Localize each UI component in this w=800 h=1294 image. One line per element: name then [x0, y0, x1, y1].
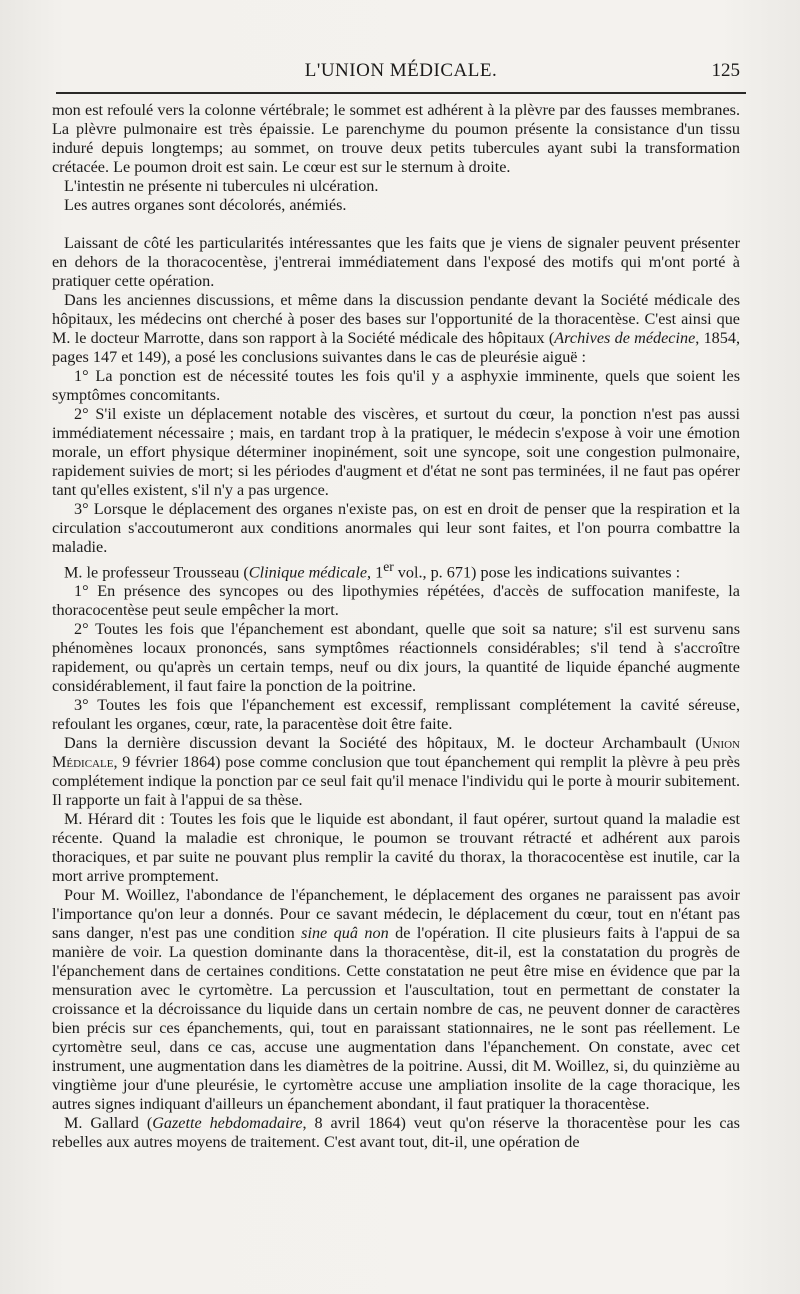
- list-item: 3° Toutes les fois que l'épanchement est excessif, remplissant complétement la cavité séreuse, refoulant les organes, cœur, rate, la paracentèse doit être faite.: [52, 696, 740, 734]
- page-number: 125: [711, 60, 740, 81]
- paragraph: L'intestin ne présente ni tubercules ni ulcération.: [64, 177, 379, 195]
- list-item: 1° La ponction est de nécessité toutes les fois qu'il y a asphyxie imminente, quels que soient les symptômes concomitants.: [52, 367, 740, 404]
- list-item: 3° Lorsque le déplacement des organes n'existe pas, on est en droit de penser que la respiration et la circulation s'accoutumeront aux conditions anormales qui leur sont faites, et l'on pourra combattre la maladie.: [52, 500, 740, 556]
- paragraph: Laissant de côté les particularités intéressantes que les faits que je viens de signaler peuvent présenter en dehors de la thoracocentèse, j'entrerai immédiatement dans l'exposé des motifs qui m'ont porté à pratiquer cette opération.: [52, 234, 740, 290]
- paragraph: Dans les anciennes discussions, et même dans la discussion pendante devant la Société médicale des hôpitaux, les médecins ont cherché à poser des bases sur l'opportunité de la thoracentèse. C'est ainsi que M. le docteur Marrotte, dans son rapport à la Société médicale des hôpitaux (Archives de médecine, 1854, pages 147 et 149), a posé les conclusions suivantes dans le cas de pleurésie aiguë :: [52, 291, 741, 366]
- list-item: 2° Toutes les fois que l'épanchement est abondant, quelle que soit sa nature; s'il est survenu sans phénomènes locaux prononcés, sans symptômes réactionnels considérables; s'il tend à s'accroître rapidement, ou qu'après un certain temps, neuf ou dix jours, la quantité de liquide épanché augmente considérablement, il faut faire la ponction de la poitrine.: [52, 620, 740, 696]
- paragraph: M. Gallard (Gazette hebdomadaire, 8 avril 1864) veut qu'on réserve la thoracentèse pour les cas rebelles aux autres moyens de traitement. C'est avant tout, dit-il, une opération de: [52, 1114, 740, 1152]
- running-title: L'UNION MÉDICALE.: [304, 60, 498, 81]
- body-text: [52, 101, 740, 1152]
- page-header: [56, 58, 746, 88]
- paragraph: Dans la dernière discussion devant la Société des hôpitaux, M. le docteur Archambault (Union Médicale, 9 février 1864) pose comme conclusion que tout épanchement qui remplit la plèvre à peu près complétement indique la ponction par ce seul fait qu'il menace l'individu qui le porte à mourir subitement. Il rapporte un fait à l'appui de sa thèse.: [52, 734, 740, 810]
- paragraph: Les autres organes sont décolorés, anémiés.: [64, 196, 347, 214]
- paragraph: Pour M. Woillez, l'abondance de l'épanchement, le déplacement des organes ne paraissent pas avoir l'importance qu'on leur a donnés. Pour ce savant médecin, le déplacement du cœur, tout en n'étant pas sans danger, n'est pas une condition sine quâ non de l'opération. Il cite plusieurs faits à l'appui de sa manière de voir. La question dominante dans la thoracentèse, dit-il, est la constatation du progrès de l'épanchement dans de certaines conditions. Cette constatation ne peut être mise en évidence que par la mensuration avec le cyrtomètre. La percussion et l'auscultation, tout en permettant de constater la croissance et la décroissance du liquide dans un certain nombre de cas, ne peuvent donner de caractères bien précis sur ces épanchements, qui, tout en paraissant stationnaires, ne le sont pas réellement. Le cyrtomètre seul, dans ce cas, accuse une augmentation dans l'épanchement. On constate, avec cet instrument, une augmentation dans les diamètres de la poitrine. Aussi, dit M. Woillez, si, du quinzième au vingtième jour d'une pleurésie, le cyrtomètre accuse une ampliation insolite de la cage thoracique, les autres signes indiquant d'ailleurs un épanchement abondant, il faut pratiquer la thoracentèse.: [52, 886, 740, 1114]
- list-item: 2° S'il existe un déplacement notable des viscères, et surtout du cœur, la ponction n'est pas aussi immédiatement nécessaire ; mais, en tardant trop à la pratiquer, le médecin s'expose à voir une émotion morale, un effort physique déterminer inopinément, soit une syncope, soit une congestion pulmonaire, rapidement suivies de mort; si les périodes d'augment et d'état ne sont pas terminées, il ne faut pas opérer tant qu'elles existent, s'il n'y a pas urgence.: [52, 405, 740, 499]
- paragraph: mon est refoulé vers la colonne vértébrale; le sommet est adhérent à la plèvre par des fausses membranes. La plèvre pulmonaire est très épaissie. Le parenchyme du poumon présente la consistance d'un tissu induré depuis longtemps; au sommet, on trouve deux petits tubercules ayant subi la transformation crétacée. Le poumon droit est sain. Le cœur est sur le sternum à droite.: [52, 101, 740, 176]
- paragraph: M. le professeur Trousseau (Clinique médicale, 1er vol., p. 671) pose les indications suivantes :: [64, 559, 681, 582]
- list-item: 1° En présence des syncopes ou des lipothymies répétées, d'accès de suffocation manifeste, la thoracocentèse peut seule empêcher la mort.: [52, 582, 740, 620]
- paragraph: M. Hérard dit : Toutes les fois que le liquide est abondant, il faut opérer, surtout quand la maladie est récente. Quand la maladie est chronique, le poumon se trouvant rétracté et adhérent aux parois thoraciques, et par suite ne pouvant plus remplir la cavité du thorax, la thoracocentèse est inutile, car la mort arrive promptement.: [52, 810, 740, 886]
- header-rule: [56, 92, 746, 94]
